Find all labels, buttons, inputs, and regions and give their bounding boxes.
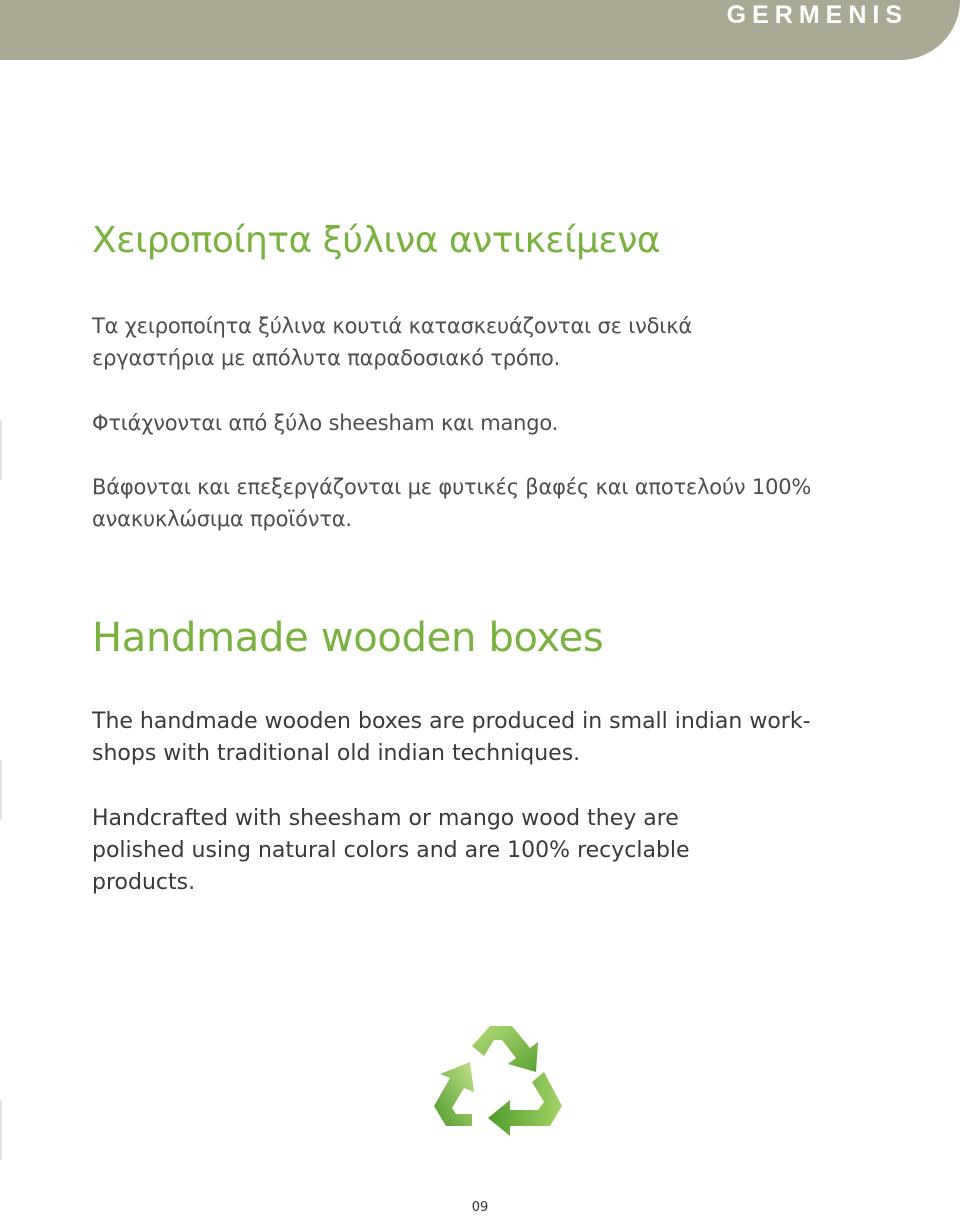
text-line: Handcrafted with sheesham or mango wood they are [92, 806, 679, 831]
text-line: shops with traditional old indian techniques. [92, 741, 581, 766]
greek-title: Χειροποίητα ξύλινα αντικείμενα [92, 220, 661, 261]
text-line: products. [92, 870, 196, 895]
greek-paragraph-2 [92, 407, 558, 439]
page-number: 09 [471, 1200, 489, 1215]
english-paragraph-2 [92, 803, 690, 899]
text-line: Φτιάχνονται από ξύλο sheesham και mango. [92, 411, 559, 435]
text-line: εργαστήρια με απόλυτα παραδοσιακό τρόπο. [92, 346, 561, 370]
left-edge-mark [0, 760, 2, 820]
greek-paragraph-3 [92, 471, 811, 535]
recycle-icon [432, 1022, 564, 1146]
text-line: polished using natural colors and are 100% recyclable [92, 838, 690, 863]
left-edge-mark [0, 1100, 2, 1160]
brand-logo-text: GERMENIS [726, 1, 908, 29]
text-line: ανακυκλώσιμα προϊόντα. [92, 507, 352, 531]
text-line: Τα χειροποίητα ξύλινα κουτιά κατασκευάζονται σε ινδικά [92, 314, 693, 338]
greek-paragraph-1 [92, 310, 692, 374]
text-line: Βάφονται και επεξεργάζονται με φυτικές βαφές και αποτελούν 100% [92, 475, 812, 499]
left-edge-mark [0, 420, 2, 480]
header-bar [0, 0, 960, 60]
english-title: Handmade wooden boxes [92, 615, 604, 661]
text-line: The handmade wooden boxes are produced in small indian work- [92, 709, 811, 734]
english-paragraph-1 [92, 706, 811, 770]
